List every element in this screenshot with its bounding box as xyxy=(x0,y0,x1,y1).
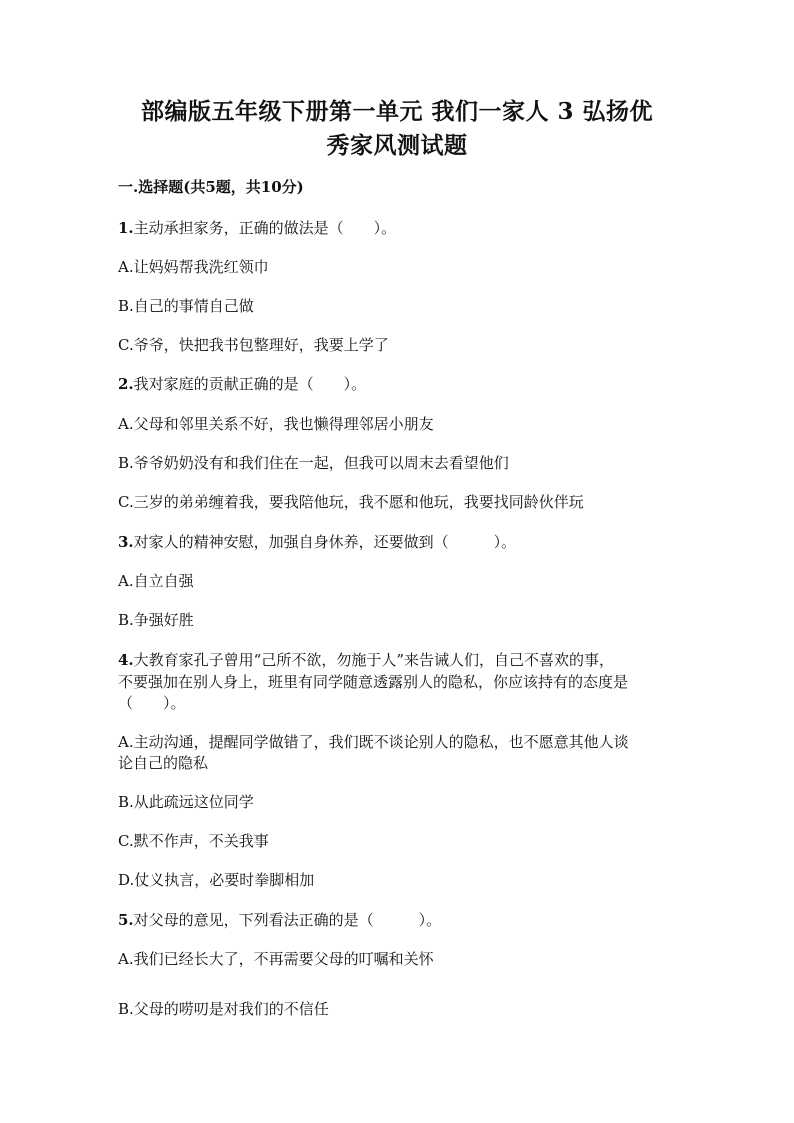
section-heading: 一.选择题(共5题，共10分) xyxy=(118,178,304,196)
question-number: 1. xyxy=(118,219,134,237)
question-1 xyxy=(118,217,396,239)
question-number: 2. xyxy=(118,375,134,393)
page-title-line2: 秀家风测试题 xyxy=(326,132,468,159)
q4-option-b: B.从此疏远这位同学 xyxy=(118,793,254,811)
question-2 xyxy=(118,373,366,395)
q2-option-a: A.父母和邻里关系不好，我也懒得理邻居小朋友 xyxy=(118,415,434,433)
question-4-line2: 不要强加在别人身上，班里有同学随意透露别人的隐私，你应该持有的态度是 xyxy=(118,673,629,691)
q4-option-a-line2: 论自己的隐私 xyxy=(118,754,209,772)
q2-option-c: C.三岁的弟弟缠着我，要我陪他玩，我不愿和他玩，我要找同龄伙伴玩 xyxy=(118,493,584,511)
q4-option-d: D.仗义执言，必要时拳脚相加 xyxy=(118,871,315,889)
question-5 xyxy=(118,909,441,931)
q2-option-b: B.爷爷奶奶没有和我们住在一起，但我可以周末去看望他们 xyxy=(118,454,509,472)
q5-option-a: A.我们已经长大了，不再需要父母的叮嘱和关怀 xyxy=(118,950,434,968)
question-4-line3: （ ）。 xyxy=(118,694,186,712)
question-number: 4. xyxy=(118,651,134,669)
q3-option-b: B.争强好胜 xyxy=(118,611,194,629)
question-stem-line1: 大教育家孔子曾用“己所不欲，勿施于人”来告诫人们，自己不喜欢的事， xyxy=(133,651,615,669)
question-number: 5. xyxy=(118,911,134,929)
q1-option-c: C.爷爷，快把我书包整理好，我要上学了 xyxy=(118,336,389,354)
question-4-line1 xyxy=(118,649,614,671)
question-number: 3. xyxy=(118,533,134,551)
q4-option-a-line1: A.主动沟通，提醒同学做错了，我们既不谈论别人的隐私，也不愿意其他人谈 xyxy=(118,733,629,751)
question-3 xyxy=(118,531,516,553)
q4-option-c: C.默不作声，不关我事 xyxy=(118,832,269,850)
question-stem: 对家人的精神安慰，加强自身休养，还要做到（ ）。 xyxy=(133,533,517,551)
q1-option-b: B.自己的事情自己做 xyxy=(118,297,254,315)
q1-option-a: A.让妈妈帮我洗红领巾 xyxy=(118,258,269,276)
q3-option-a: A.自立自强 xyxy=(118,572,194,590)
question-stem: 主动承担家务，正确的做法是（ ）。 xyxy=(133,219,397,237)
question-stem: 我对家庭的贡献正确的是（ ）。 xyxy=(133,375,367,393)
page-title-line1: 部编版五年级下册第一单元 我们一家人 3 弘扬优 xyxy=(140,98,654,125)
q5-option-b: B.父母的唠叨是对我们的不信任 xyxy=(118,1000,329,1018)
question-stem: 对父母的意见，下列看法正确的是（ ）。 xyxy=(133,911,442,929)
